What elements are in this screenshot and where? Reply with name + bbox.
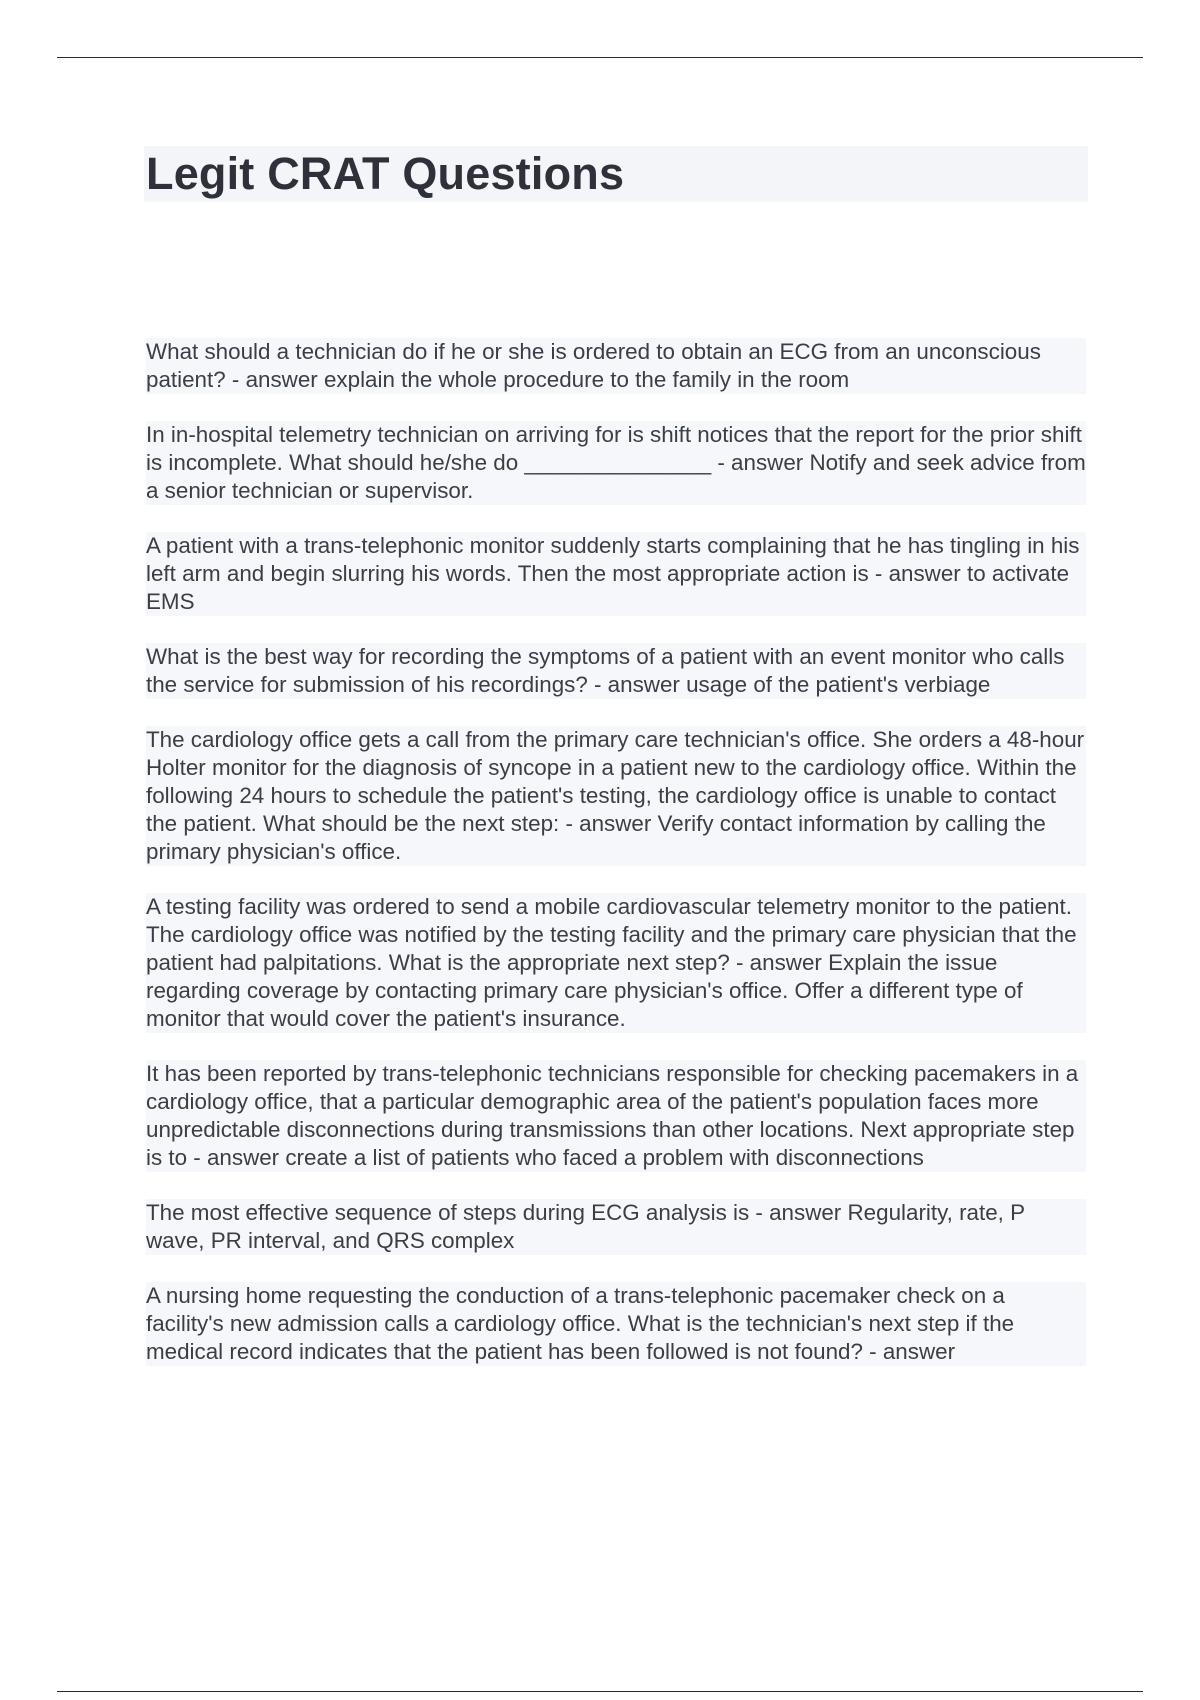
question-item: A testing facility was ordered to send a mobile cardiovascular telemetry monitor to the patient. The cardiology office was notified by the testing facility and the primary care physician that the patient had palpitations. What is the appropriate next step? - answer Explain the issue regarding coverage by contacting primary care physician's office. Offer a different type of monitor that would cover the patient's insurance. <box>146 893 1086 1033</box>
question-item: A patient with a trans-telephonic monitor suddenly starts complaining that he has tingling in his left arm and begin slurring his words. Then the most appropriate action is - answer to activate EMS <box>146 532 1086 616</box>
question-item: The most effective sequence of steps during ECG analysis is - answer Regularity, rate, P wave, PR interval, and QRS complex <box>146 1199 1086 1255</box>
document-title: Legit CRAT Questions <box>146 148 625 199</box>
question-item: What is the best way for recording the symptoms of a patient with an event monitor who calls the service for submission of his recordings? - answer usage of the patient's verbiage <box>146 643 1086 699</box>
question-item: In in-hospital telemetry technician on arriving for is shift notices that the report for the prior shift is incomplete. What should he/she do _______________ - answer Notify and seek advice from a senior technician or supervisor. <box>146 422 1086 503</box>
top-rule <box>57 57 1143 58</box>
question-item: The cardiology office gets a call from the primary care technician's office. She orders a 48-hour Holter monitor for the diagnosis of syncope in a patient new to the cardiology office. Within the following 24 hours to schedule the patient's testing, the cardiology office is unable to contact the patient. What should be the next step: - answer Verify contact information by calling the primary physician's office. <box>146 727 1085 864</box>
bottom-rule <box>57 1691 1143 1692</box>
question-list <box>146 338 1086 1393</box>
question-item: A nursing home requesting the conduction of a trans-telephonic pacemaker check on a facility's new admission calls a cardiology office. What is the technician's next step if the medical record indicates that the patient has been followed is not found? - answer <box>146 1282 1086 1366</box>
question-item: What should a technician do if he or she is ordered to obtain an ECG from an unconscious patient? - answer explain the whole procedure to the family in the room <box>146 338 1086 394</box>
question-item: It has been reported by trans-telephonic technicians responsible for checking pacemakers in a cardiology office, that a particular demographic area of the patient's population faces more unpredictable disconnections during transmissions than other locations. Next appropriate step is to - answer create a list of patients who faced a problem with disconnections <box>146 1060 1086 1172</box>
